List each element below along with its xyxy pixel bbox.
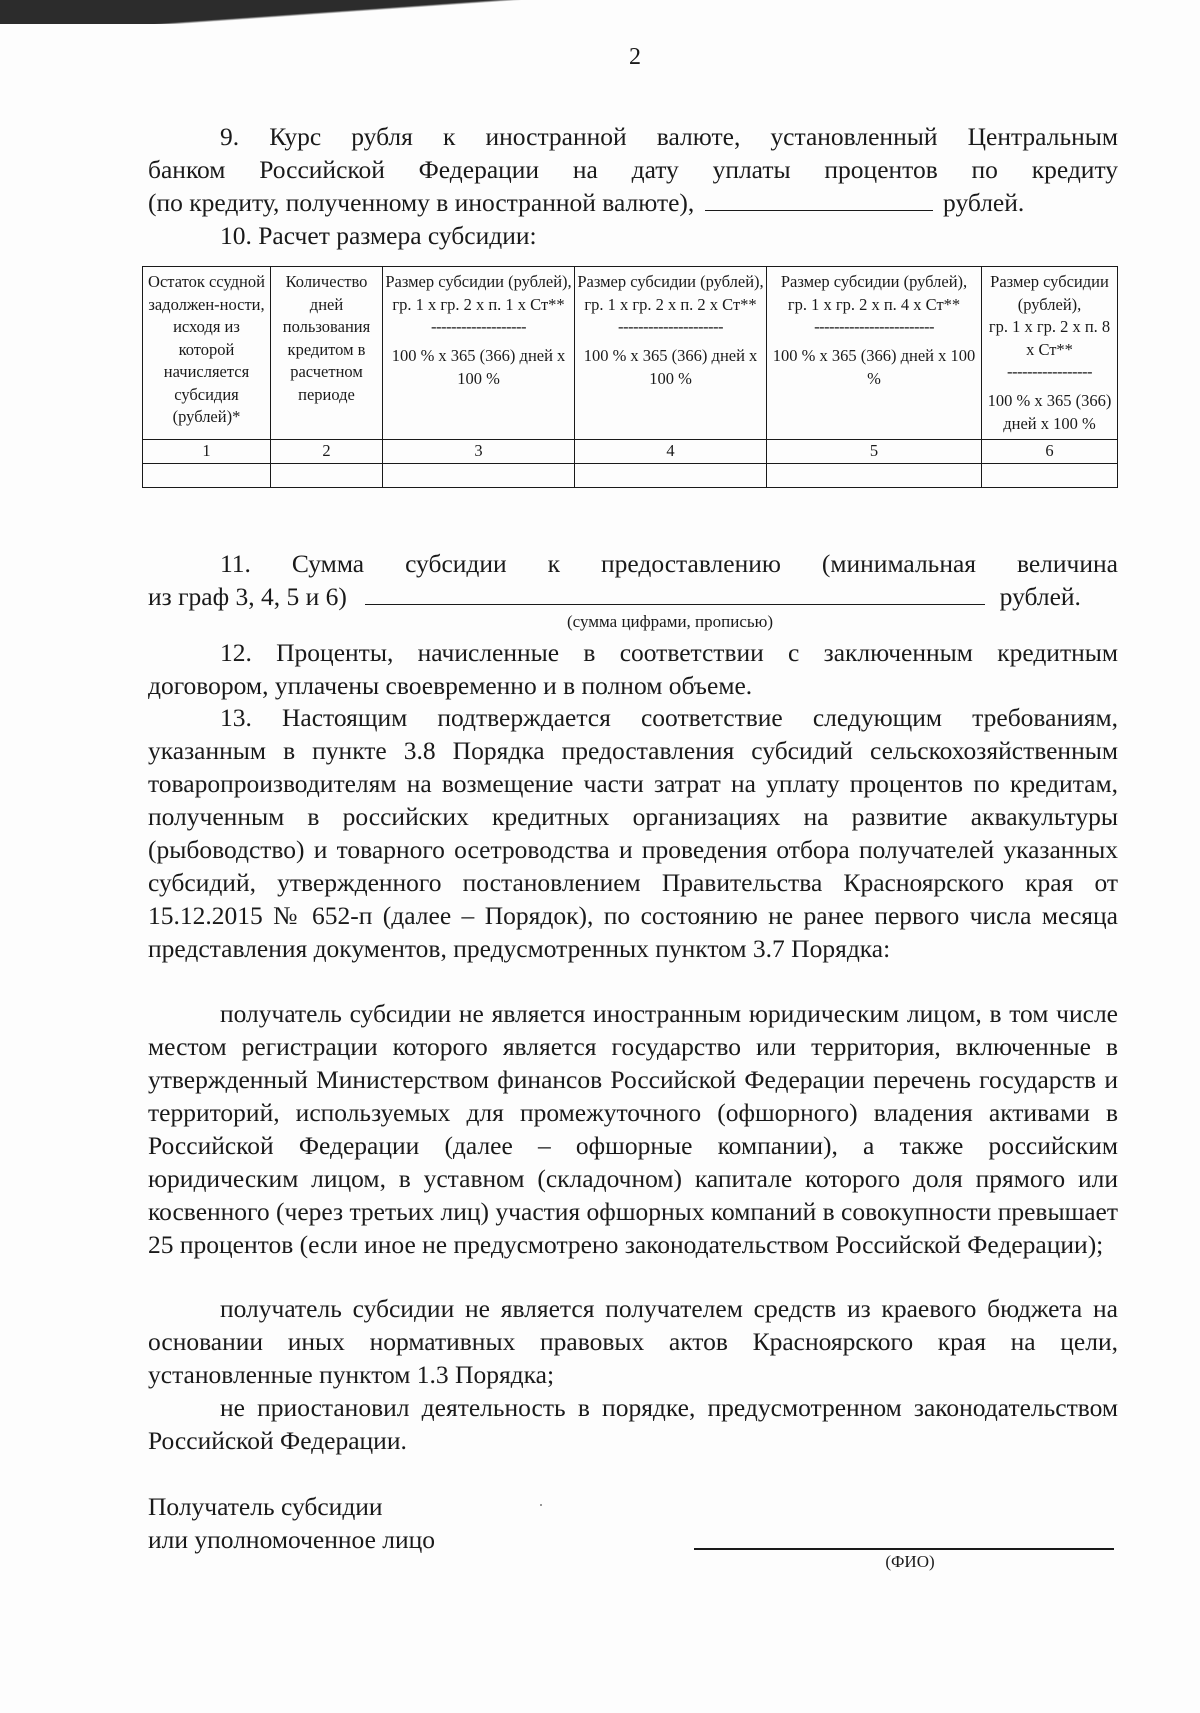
signature-label-line-1: Получатель субсидии (148, 1492, 383, 1521)
column-number: 1 (143, 440, 271, 464)
item-9-line-1: 9. Курс рубля к иностранной валюте, установленный Центральным (220, 122, 1118, 151)
input-cell-days-count[interactable] (271, 464, 383, 488)
item-11-line-1: 11. Сумма субсидии к предоставлению (минимальная величина (220, 549, 1118, 578)
item-13: 13. Настоящим подтверждается соответствие следующим требованиям, указанным в пункте 3.8 Порядка предоставления субсидий сельскохозяйственным товаропроизводителям на возмещение части затрат на уплату процентов по кредитам, полученным в российских кредитных организациях на развитие аквакультуры (рыбоводство) и товарного осетроводства и проведения отбора получателей указанных субсидий, утвержденного постановлением Правительства Красноярского края от 15.12.2015 № 652-п (далее – Порядок), по состоянию не ранее первого числа месяца представления документов, предусмотренных пунктом 3.7 Порядка: (148, 703, 1118, 963)
header-subsidy-p2-title: Размер субсидии (рублей), (577, 272, 764, 291)
header-subsidy-p4-denominator: 100 % x 365 (366) дней x 100 % (772, 346, 976, 388)
item-11-unit: рублей. (999, 582, 1081, 611)
header-subsidy-p1-denominator: 100 % x 365 (366) дней x 100 % (391, 346, 566, 388)
page-number: 2 (629, 44, 641, 70)
item-9-unit: рублей. (943, 188, 1025, 217)
column-number-row (143, 440, 1118, 464)
header-subsidy-p1-numerator: гр. 1 x гр. 2 x п. 1 x Ст** (392, 294, 565, 314)
input-cell-subsidy-p2[interactable] (575, 464, 767, 488)
header-subsidy-p4-numerator: гр. 1 x гр. 2 x п. 4 x Ст** (787, 294, 961, 314)
item-12: 12. Проценты, начисленные в соответствии с заключенным кредитным договором, уплачены своевременно и в полном объеме. (148, 638, 1118, 700)
column-number: 3 (383, 440, 575, 464)
header-subsidy-p8-title: Размер субсидии (рублей), (990, 272, 1109, 314)
amount-caption: (сумма цифрами, прописью) (566, 612, 774, 631)
header-subsidy-p1 (383, 267, 575, 440)
item-10 (148, 219, 1118, 252)
header-loan-balance: Остаток ссудной задолжен-ности, исходя из которой начисляется субсидия (рублей)* (143, 267, 271, 440)
header-subsidy-p2 (575, 267, 767, 440)
exchange-rate-blank[interactable] (705, 190, 933, 211)
header-subsidy-p8-separator: ----------------- (1007, 362, 1092, 381)
requirement-no-offshore: получатель субсидии не является иностранным юридическим лицом, в том числе местом регистрации которого является государство или территория, включенные в утвержденный Министерством финансов Российской Федерации перечень государств и территорий, используемых для промежуточного (офшорного) владения активами в Российской Федерации (далее – офшорные компании), а также российским юридическим лицом, в уставном (складочном) капитале которого доля прямого или косвенного (через третьих лиц) участия офшорных компаний в совокупности превышает 25 процентов (если иное не предусмотрено законодательством Российской Федерации); (148, 999, 1118, 1259)
fio-caption: (ФИО) (885, 1552, 935, 1571)
header-subsidy-p8-denominator: 100 % x 365 (366) дней x 100 % (987, 391, 1112, 433)
subsidy-calculation-table (142, 266, 1118, 488)
header-subsidy-p4-title: Размер субсидии (рублей), (780, 272, 968, 291)
input-cell-subsidy-p8[interactable] (982, 464, 1118, 488)
input-cell-loan-balance[interactable] (143, 464, 271, 488)
requirement-no-other-funds: получатель субсидии не является получателем средств из краевого бюджета на основании иных нормативных правовых актов Красноярского края на цели, установленные пунктом 1.3 Порядка; (148, 1294, 1118, 1389)
requirement-not-suspended: не приостановил деятельность в порядке, предусмотренном законодательством Российской Федерации. (148, 1393, 1118, 1455)
header-subsidy-p8 (982, 267, 1118, 440)
column-number: 2 (271, 440, 383, 464)
input-cell-subsidy-p1[interactable] (383, 464, 575, 488)
header-subsidy-p1-title: Размер субсидии (рублей), (385, 272, 572, 291)
item-11 (148, 547, 1118, 613)
header-subsidy-p4-separator: ------------------------ (814, 317, 934, 336)
signature-name-line[interactable] (694, 1548, 1114, 1550)
subsidy-amount-blank[interactable] (365, 584, 985, 605)
header-subsidy-p2-separator: --------------------- (618, 317, 723, 336)
table-input-row (143, 464, 1118, 488)
column-number: 5 (767, 440, 982, 464)
item-11-line-2 (148, 580, 1118, 613)
scan-dot (540, 1504, 542, 1506)
scan-shadow (0, 0, 1200, 24)
header-subsidy-p2-denominator: 100 % x 365 (366) дней x 100 % (583, 346, 758, 388)
header-subsidy-p4 (767, 267, 982, 440)
item-11-line-2-text: из граф 3, 4, 5 и 6) (148, 582, 347, 611)
header-subsidy-p1-separator: ------------------- (431, 317, 526, 336)
item-9-line-3-text: (по кредиту, полученному в иностранной валюте), (148, 188, 695, 217)
table-header-row (143, 267, 1118, 440)
header-subsidy-p2-numerator: гр. 1 x гр. 2 x п. 2 x Ст** (584, 294, 757, 314)
column-number: 6 (982, 440, 1118, 464)
item-10-heading: 10. Расчет размера субсидии: (220, 221, 537, 250)
signature-label-line-2: или уполномоченное лицо (148, 1525, 436, 1554)
signature-label (148, 1490, 628, 1556)
header-subsidy-p8-numerator: гр. 1 x гр. 2 x п. 8 x Ст** (988, 317, 1111, 359)
column-number: 4 (575, 440, 767, 464)
item-9-line-3 (148, 186, 1118, 219)
header-days-count: Количество дней пользования кредитом в расчетном периоде (271, 267, 383, 440)
item-9-line-2: банком Российской Федерации на дату уплаты процентов по кредиту (148, 155, 1118, 184)
input-cell-subsidy-p4[interactable] (767, 464, 982, 488)
item-9 (148, 120, 1118, 219)
